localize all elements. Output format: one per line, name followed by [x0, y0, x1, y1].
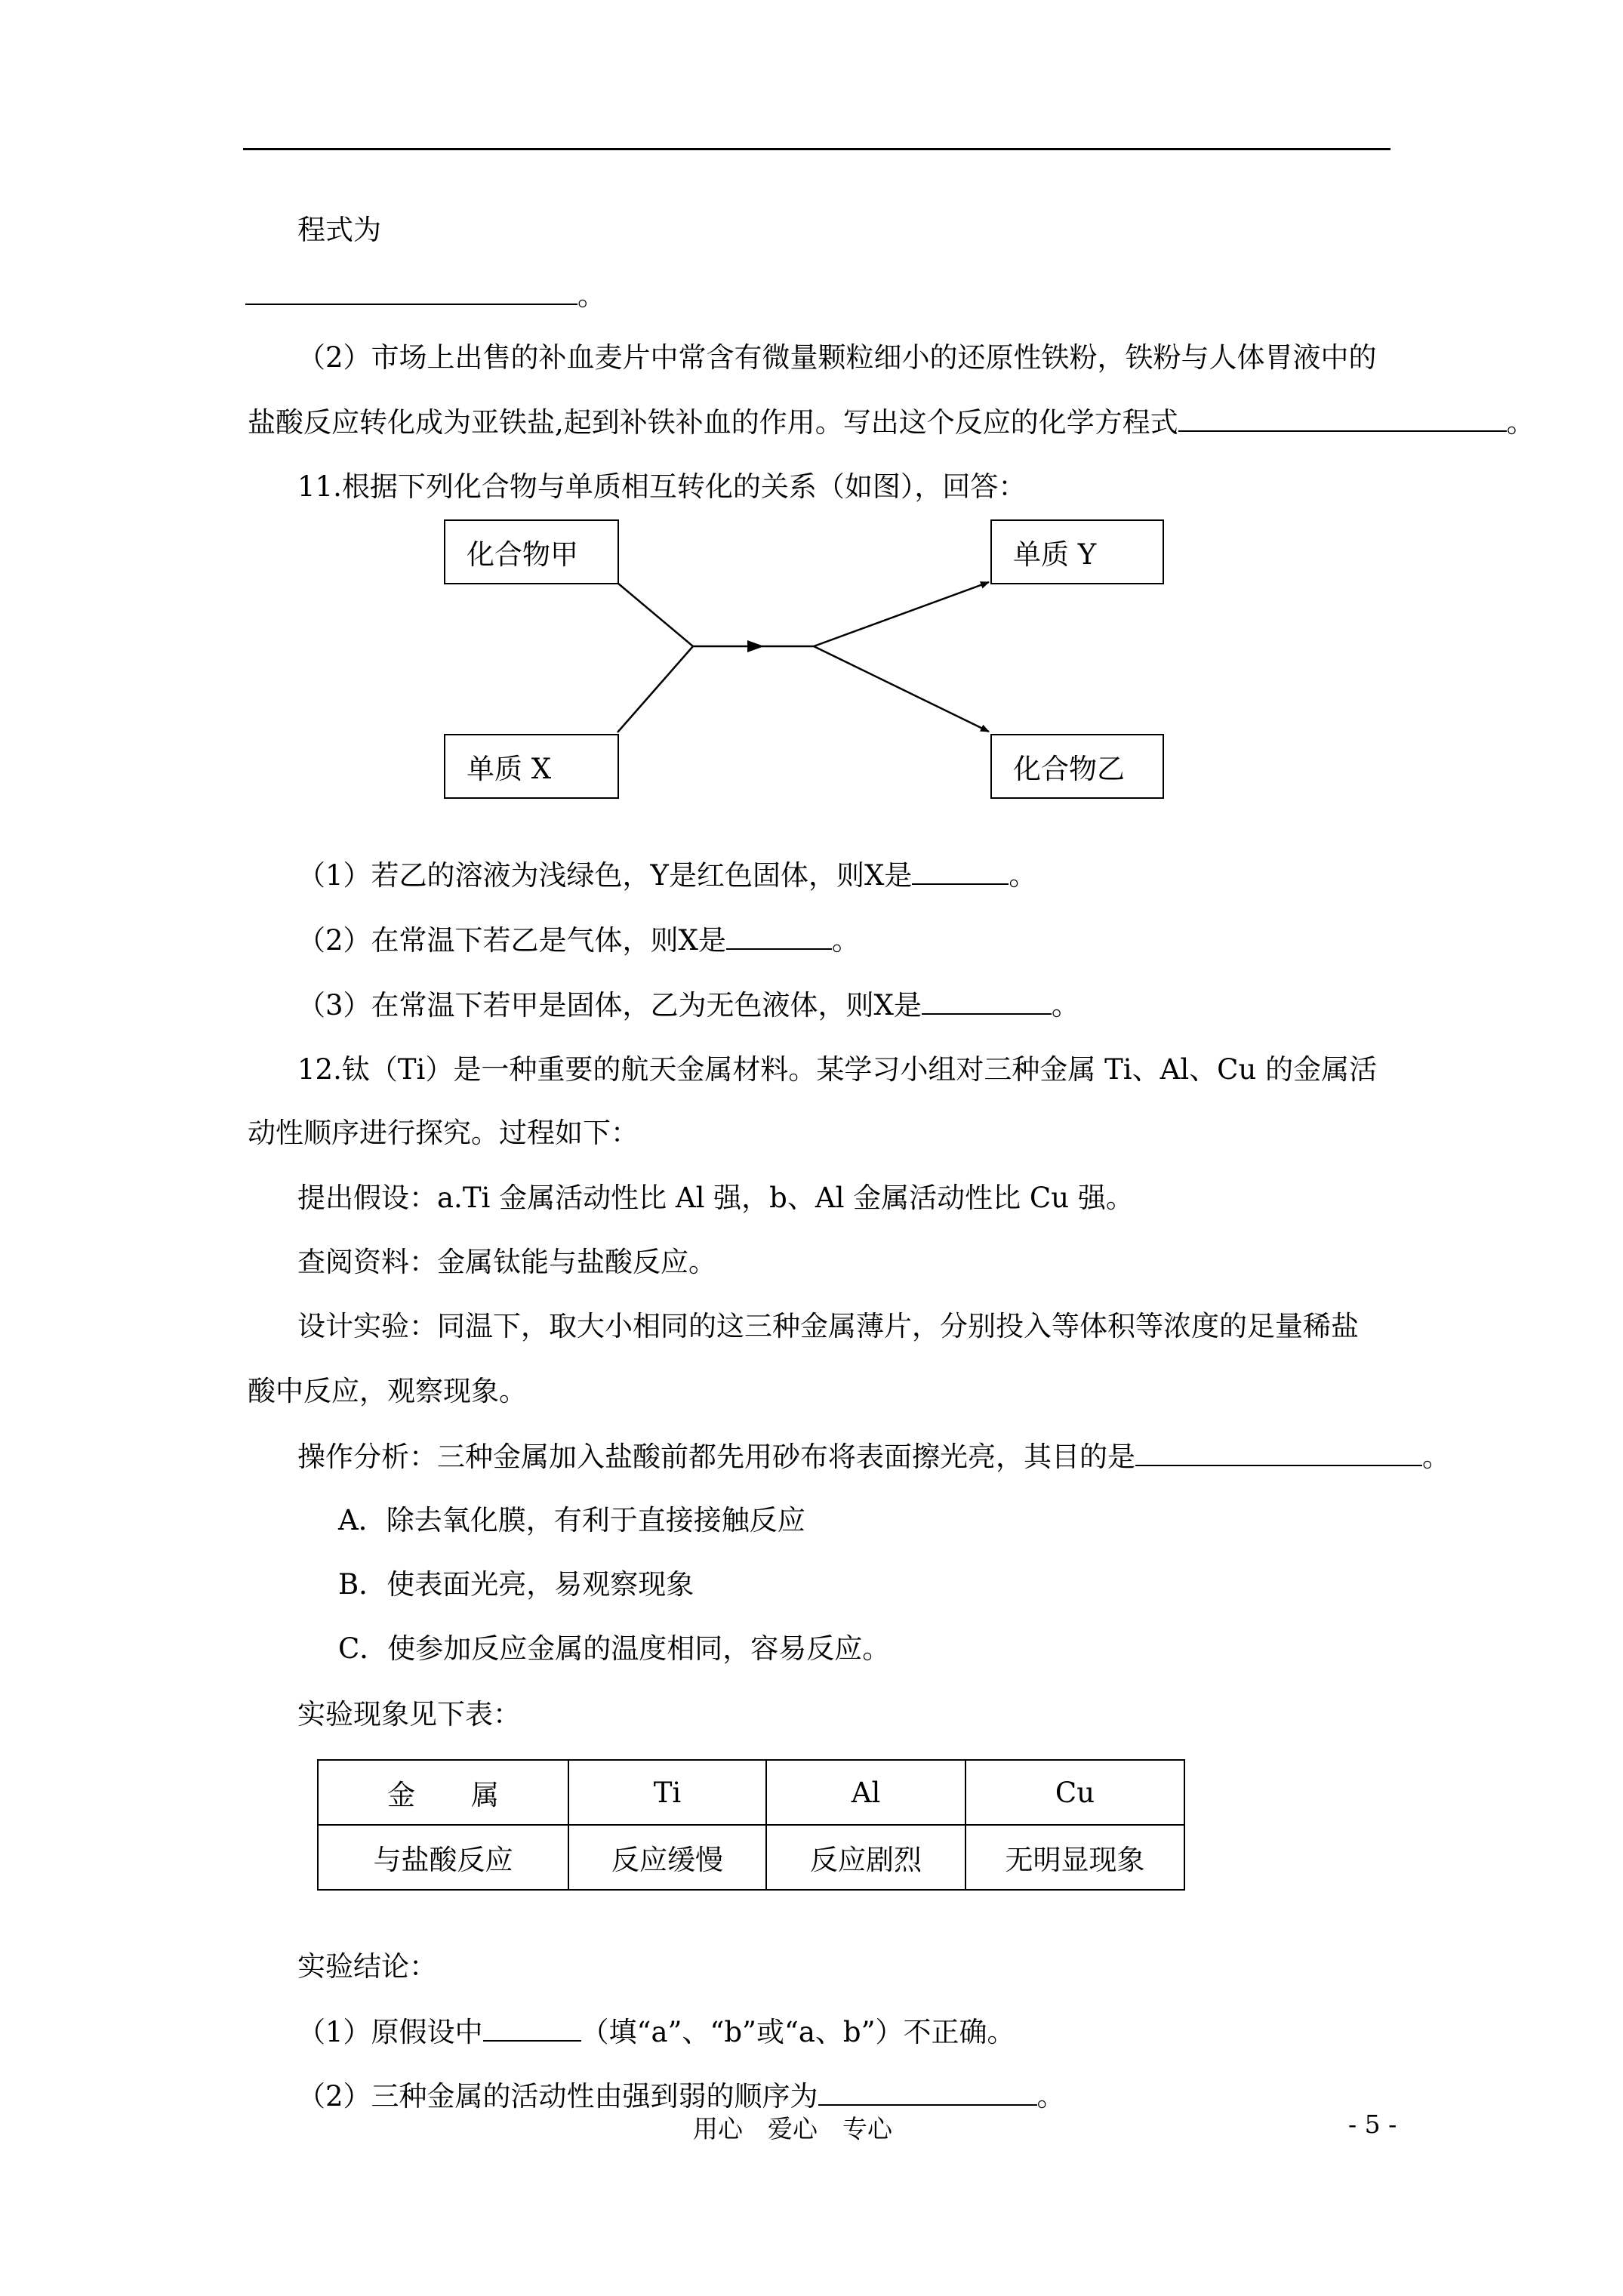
- text: （填“a”、“b”或“a、b”）不正确。: [581, 2016, 1015, 2048]
- answer-blank[interactable]: [1135, 1442, 1422, 1466]
- experiment-table: [317, 1759, 1185, 1891]
- box-compound-a: [444, 519, 619, 584]
- box-label: 化合物甲: [467, 538, 578, 571]
- text-line: [248, 1377, 527, 1405]
- answer-blank[interactable]: [922, 991, 1052, 1015]
- text: 11.根据下列化合物与单质相互转化的关系（如图），回答：: [297, 470, 1027, 503]
- table-header-cell: Ti: [568, 1760, 766, 1825]
- text: 实验现象见下表：: [297, 1698, 521, 1730]
- answer-blank[interactable]: [912, 861, 1009, 885]
- text: 查阅资料：金属钛能与盐酸反应。: [297, 1246, 716, 1278]
- text: 提出假设：a.Ti 金属活动性比 Al 强，b、Al 金属活动性比 Cu 强。: [297, 1182, 1134, 1214]
- text: 酸中反应，观察现象。: [248, 1375, 527, 1407]
- text: （2）市场上出售的补血麦片中常含有微量颗粒细小的还原性铁粉，铁粉与人体胃液中的: [297, 341, 1377, 374]
- option-a: [338, 1506, 805, 1534]
- box-element-y: [990, 519, 1164, 584]
- box-label: 化合物乙: [1013, 753, 1125, 785]
- text: 。: [1506, 406, 1535, 439]
- answer-blank[interactable]: [483, 2017, 581, 2042]
- footer-motto: 用心 爱心 专心: [693, 2114, 892, 2143]
- text: 。: [1009, 859, 1037, 892]
- text: （2）在常温下若乙是气体，则X是: [297, 924, 726, 957]
- text: 设计实验：同温下，取大小相同的这三种金属薄片，分别投入等体积等浓度的足量稀盐: [297, 1310, 1359, 1342]
- reference: [297, 1248, 716, 1276]
- table-cell: 反应缓慢: [568, 1825, 766, 1890]
- hypothesis: [297, 1184, 1134, 1212]
- box-element-x: [444, 734, 619, 799]
- text: B．使表面光亮，易观察现象: [338, 1568, 694, 1601]
- table-row: [318, 1760, 1184, 1825]
- text: 。: [1051, 989, 1079, 1022]
- conclusion-2: [297, 2080, 1065, 2113]
- question-11-3: [297, 989, 1079, 1022]
- text: 。: [577, 279, 605, 312]
- question-11-1: [297, 859, 1037, 892]
- table-cell: 无明显现象: [965, 1825, 1184, 1890]
- box-label: 单质 Y: [1013, 538, 1097, 571]
- box-label: 单质 X: [467, 753, 552, 785]
- table-row: [318, 1825, 1184, 1890]
- arrow-line: [814, 582, 989, 646]
- connector-line: [617, 646, 693, 732]
- table-cell: 反应剧烈: [766, 1825, 965, 1890]
- text: C．使参加反应金属的温度相同，容易反应。: [338, 1632, 891, 1665]
- text: 操作分析：三种金属加入盐酸前都先用砂布将表面擦光亮，其目的是: [297, 1441, 1135, 1473]
- table-header-cell: Cu: [965, 1760, 1184, 1825]
- arrow-head-icon: [747, 640, 764, 652]
- phenomenon-label: [297, 1700, 521, 1728]
- conclusion-1: [297, 2017, 1015, 2046]
- text: （2）三种金属的活动性由强到弱的顺序为: [297, 2080, 818, 2113]
- text: 。: [1422, 1441, 1450, 1473]
- text: 动性顺序进行探究。过程如下：: [248, 1117, 639, 1149]
- text: 。: [1036, 2080, 1065, 2113]
- text: 实验结论：: [297, 1950, 437, 1983]
- text: 盐酸反应转化成为亚铁盐,起到补铁补血的作用。写出这个反应的化学方程式: [248, 406, 1178, 439]
- table-cell: 与盐酸反应: [318, 1825, 568, 1890]
- table-header-cell: 金 属: [318, 1760, 568, 1825]
- table-header-cell: Al: [766, 1760, 965, 1825]
- option-b: [338, 1568, 694, 1601]
- answer-blank[interactable]: [818, 2082, 1037, 2106]
- text: A．除去氧化膜，有利于直接接触反应: [338, 1504, 805, 1536]
- option-c: [338, 1632, 891, 1665]
- text: 12.钛（Ti）是一种重要的航天金属材料。某学习小组对三种金属 Ti、Al、Cu 的金属活: [297, 1053, 1378, 1086]
- design: [297, 1312, 1359, 1340]
- text: （3）在常温下若甲是固体，乙为无色液体，则X是: [297, 989, 922, 1022]
- box-compound-b: [990, 734, 1164, 799]
- text: 。: [831, 924, 860, 957]
- answer-blank[interactable]: [726, 926, 832, 950]
- page-number: - 5 -: [1348, 2110, 1397, 2139]
- text: （1）若乙的溶液为浅绿色，Y是红色固体，则X是: [297, 859, 913, 892]
- question-11-2: [297, 924, 860, 957]
- text: （1）原假设中: [297, 2016, 483, 2048]
- text-line: [248, 1119, 639, 1147]
- question-12: [297, 1053, 1378, 1086]
- arrow-line: [814, 646, 989, 732]
- operation-analysis: [297, 1442, 1450, 1471]
- text: 程式为: [297, 214, 381, 246]
- connector-line: [617, 583, 693, 646]
- conclusion-label: [297, 1950, 437, 1983]
